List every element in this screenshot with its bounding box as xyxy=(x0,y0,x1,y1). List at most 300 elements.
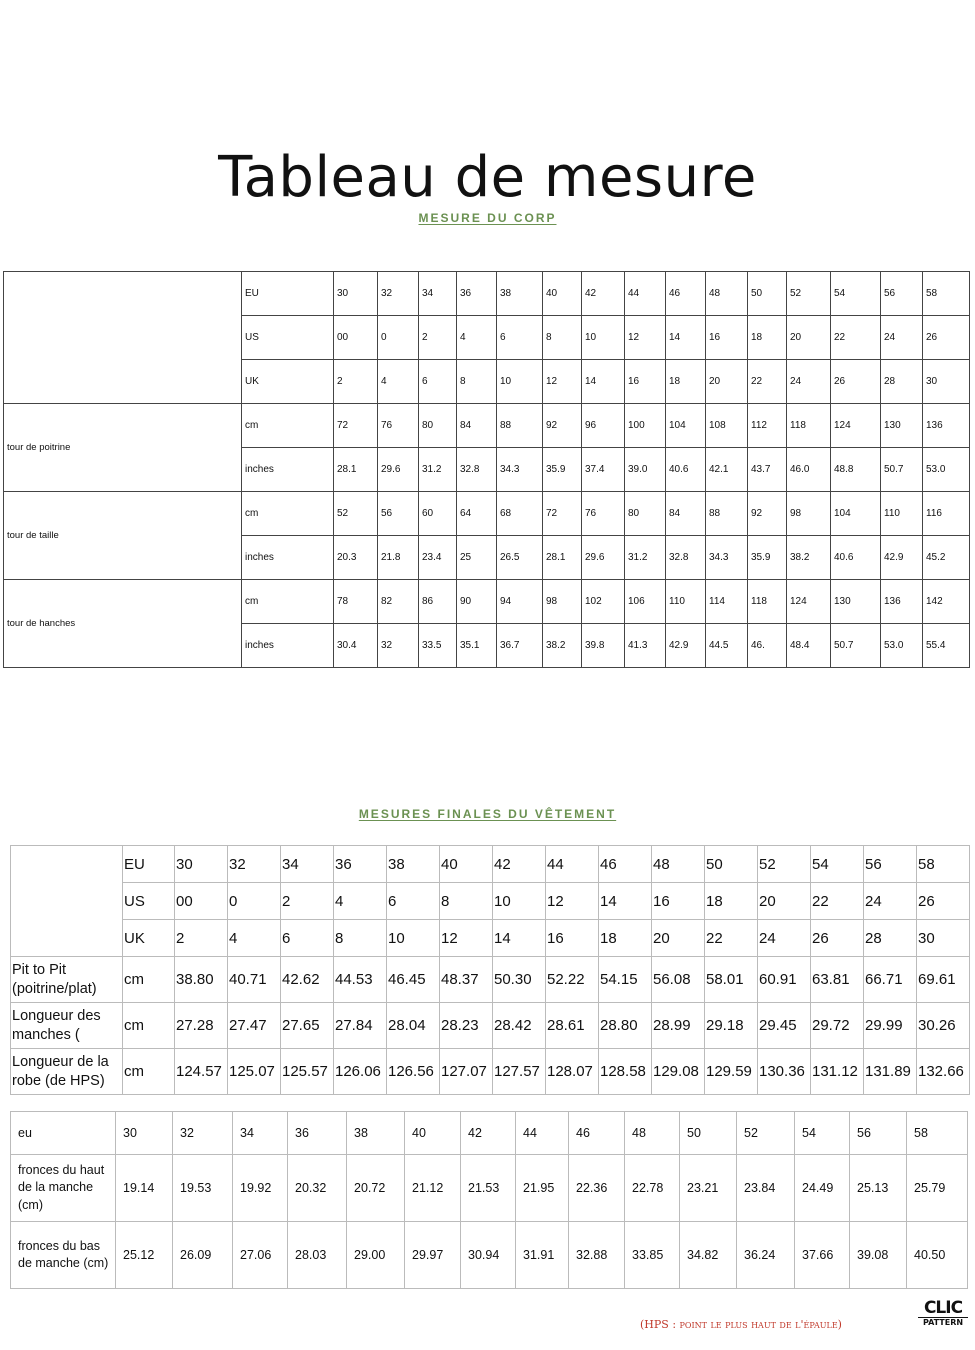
measure-value: 72 xyxy=(543,492,582,536)
size-value: 14 xyxy=(666,316,706,360)
measure-value: 28.1 xyxy=(543,536,582,580)
measure-value: 112 xyxy=(748,404,787,448)
measure-value: 23.21 xyxy=(680,1155,737,1222)
measure-value: 76 xyxy=(378,404,419,448)
measure-name: Longueur des manches ( xyxy=(11,1003,123,1049)
measure-value: 125.07 xyxy=(228,1049,281,1095)
size-value: 58 xyxy=(907,1112,968,1155)
measure-value: 68 xyxy=(497,492,543,536)
size-value: 32 xyxy=(228,846,281,883)
logo-line2: PATTERN xyxy=(918,1317,968,1327)
measure-value: 118 xyxy=(787,404,831,448)
size-value: 44 xyxy=(516,1112,569,1155)
measure-value: 36.24 xyxy=(737,1222,795,1289)
measure-value: 29.97 xyxy=(405,1222,461,1289)
measure-name: tour de poitrine xyxy=(4,404,242,492)
measure-value: 129.59 xyxy=(705,1049,758,1095)
size-row xyxy=(11,846,970,883)
measure-value: 84 xyxy=(666,492,706,536)
measure-value: 37.66 xyxy=(795,1222,850,1289)
size-value: 24 xyxy=(787,360,831,404)
size-row xyxy=(4,272,970,316)
measure-value: 46.45 xyxy=(387,957,440,1003)
size-value: 34 xyxy=(233,1112,288,1155)
size-value: 44 xyxy=(546,846,599,883)
size-value: 24 xyxy=(758,920,811,957)
measure-value: 35.9 xyxy=(748,536,787,580)
size-value: 52 xyxy=(758,846,811,883)
size-value: 22 xyxy=(705,920,758,957)
size-value: 2 xyxy=(419,316,457,360)
measure-name: fronces du haut de la manche (cm) xyxy=(11,1155,116,1222)
size-system-label: EU xyxy=(242,272,334,316)
measure-value: 32.8 xyxy=(457,448,497,492)
measure-value: 69.61 xyxy=(917,957,970,1003)
empty-corner-cell xyxy=(4,272,242,404)
size-value: 28 xyxy=(864,920,917,957)
measure-row xyxy=(4,580,970,624)
size-row xyxy=(11,1112,968,1155)
measure-value: 39.08 xyxy=(850,1222,907,1289)
size-value: 10 xyxy=(493,883,546,920)
measure-value: 19.53 xyxy=(173,1155,233,1222)
size-value: 36 xyxy=(334,846,387,883)
measure-value: 44.5 xyxy=(706,624,748,668)
measure-value: 34.3 xyxy=(706,536,748,580)
measure-value: 48.37 xyxy=(440,957,493,1003)
measure-value: 118 xyxy=(748,580,787,624)
logo-line1: CLIC xyxy=(923,1298,963,1318)
measure-value: 52.22 xyxy=(546,957,599,1003)
measure-value: 64 xyxy=(457,492,497,536)
size-value: 18 xyxy=(666,360,706,404)
size-value: 20 xyxy=(787,316,831,360)
size-system-label: US xyxy=(123,883,175,920)
measure-value: 114 xyxy=(706,580,748,624)
measure-value: 22.78 xyxy=(625,1155,680,1222)
size-value: 6 xyxy=(419,360,457,404)
measure-value: 29.72 xyxy=(811,1003,864,1049)
size-value: 50 xyxy=(680,1112,737,1155)
measure-value: 80 xyxy=(419,404,457,448)
size-value: 26 xyxy=(923,316,970,360)
size-value: 22 xyxy=(748,360,787,404)
measure-value: 124 xyxy=(831,404,881,448)
size-value: 38 xyxy=(497,272,543,316)
measure-value: 28.99 xyxy=(652,1003,705,1049)
size-value: 30 xyxy=(175,846,228,883)
size-value: 16 xyxy=(546,920,599,957)
size-value: 20 xyxy=(706,360,748,404)
measure-value: 22.36 xyxy=(569,1155,625,1222)
measure-value: 29.18 xyxy=(705,1003,758,1049)
measure-value: 130.36 xyxy=(758,1049,811,1095)
measure-value: 60.91 xyxy=(758,957,811,1003)
unit-label: cm xyxy=(123,1003,175,1049)
measure-value: 30.94 xyxy=(461,1222,516,1289)
size-value: 26 xyxy=(811,920,864,957)
measure-value: 98 xyxy=(787,492,831,536)
measure-value: 34.82 xyxy=(680,1222,737,1289)
measure-value: 124.57 xyxy=(175,1049,228,1095)
measure-row xyxy=(11,1003,970,1049)
size-value: 8 xyxy=(543,316,582,360)
unit-label: inches xyxy=(242,624,334,668)
unit-label: cm xyxy=(242,580,334,624)
unit-label: cm xyxy=(123,1049,175,1095)
size-value: 18 xyxy=(705,883,758,920)
measure-value: 50.30 xyxy=(493,957,546,1003)
empty-corner-cell xyxy=(11,846,123,957)
measure-value: 37.4 xyxy=(582,448,625,492)
measure-value: 102 xyxy=(582,580,625,624)
size-value: 48 xyxy=(625,1112,680,1155)
size-value: 8 xyxy=(334,920,387,957)
measure-value: 32 xyxy=(378,624,419,668)
measure-value: 60 xyxy=(419,492,457,536)
measure-value: 127.57 xyxy=(493,1049,546,1095)
measure-value: 42.62 xyxy=(281,957,334,1003)
measure-value: 28.80 xyxy=(599,1003,652,1049)
measure-value: 19.92 xyxy=(233,1155,288,1222)
size-value: 30 xyxy=(917,920,970,957)
body-measure-rows xyxy=(4,272,970,668)
size-system-label: eu xyxy=(11,1112,116,1155)
size-value: 6 xyxy=(387,883,440,920)
measure-value: 136 xyxy=(881,580,923,624)
size-value: 00 xyxy=(334,316,378,360)
measure-value: 27.06 xyxy=(233,1222,288,1289)
measure-value: 27.28 xyxy=(175,1003,228,1049)
measure-value: 130 xyxy=(831,580,881,624)
size-value: 12 xyxy=(625,316,666,360)
body-measure-table xyxy=(3,271,970,668)
page-title: Tableau de mesure xyxy=(218,145,757,210)
measure-value: 94 xyxy=(497,580,543,624)
measure-value: 21.53 xyxy=(461,1155,516,1222)
size-value: 56 xyxy=(881,272,923,316)
size-value: 12 xyxy=(440,920,493,957)
measure-value: 28.03 xyxy=(288,1222,347,1289)
size-value: 14 xyxy=(599,883,652,920)
measure-row xyxy=(11,957,970,1003)
garment-measure-heading: MESURES FINALES DU VÊTEMENT xyxy=(358,807,617,821)
measure-value: 31.2 xyxy=(419,448,457,492)
measure-value: 125.57 xyxy=(281,1049,334,1095)
measure-value: 21.12 xyxy=(405,1155,461,1222)
measure-value: 88 xyxy=(497,404,543,448)
measure-value: 28.42 xyxy=(493,1003,546,1049)
size-value: 50 xyxy=(705,846,758,883)
measure-value: 21.95 xyxy=(516,1155,569,1222)
unit-label: inches xyxy=(242,448,334,492)
measure-value: 44.53 xyxy=(334,957,387,1003)
measure-value: 126.56 xyxy=(387,1049,440,1095)
size-value: 4 xyxy=(457,316,497,360)
measure-value: 31.91 xyxy=(516,1222,569,1289)
size-value: 30 xyxy=(334,272,378,316)
size-value: 40 xyxy=(440,846,493,883)
size-value: 34 xyxy=(419,272,457,316)
measure-value: 66.71 xyxy=(864,957,917,1003)
size-value: 18 xyxy=(599,920,652,957)
size-value: 56 xyxy=(864,846,917,883)
size-value: 48 xyxy=(652,846,705,883)
size-value: 6 xyxy=(497,316,543,360)
size-value: 26 xyxy=(831,360,881,404)
size-value: 0 xyxy=(228,883,281,920)
size-value: 8 xyxy=(440,883,493,920)
size-value: 10 xyxy=(497,360,543,404)
measure-row xyxy=(11,1155,968,1222)
unit-label: cm xyxy=(242,492,334,536)
measure-value: 26.5 xyxy=(497,536,543,580)
measure-value: 31.2 xyxy=(625,536,666,580)
size-value: 36 xyxy=(288,1112,347,1155)
measure-row xyxy=(4,404,970,448)
measure-value: 42.9 xyxy=(881,536,923,580)
measure-value: 127.07 xyxy=(440,1049,493,1095)
measure-value: 80 xyxy=(625,492,666,536)
size-value: 54 xyxy=(831,272,881,316)
measure-value: 116 xyxy=(923,492,970,536)
measure-value: 40.71 xyxy=(228,957,281,1003)
measure-value: 23.84 xyxy=(737,1155,795,1222)
size-value: 46 xyxy=(599,846,652,883)
garment-measure-table xyxy=(10,845,970,1095)
measure-value: 30.26 xyxy=(917,1003,970,1049)
size-value: 4 xyxy=(378,360,419,404)
size-value: 8 xyxy=(457,360,497,404)
size-value: 6 xyxy=(281,920,334,957)
measure-value: 56 xyxy=(378,492,419,536)
size-value: 56 xyxy=(850,1112,907,1155)
size-value: 18 xyxy=(748,316,787,360)
measure-value: 52 xyxy=(334,492,378,536)
measure-value: 76 xyxy=(582,492,625,536)
measure-value: 63.81 xyxy=(811,957,864,1003)
size-value: 0 xyxy=(378,316,419,360)
measure-row xyxy=(4,492,970,536)
measure-value: 55.4 xyxy=(923,624,970,668)
measure-value: 42.9 xyxy=(666,624,706,668)
size-value: 12 xyxy=(543,360,582,404)
size-system-label: US xyxy=(242,316,334,360)
measure-value: 38.2 xyxy=(543,624,582,668)
measure-value: 34.3 xyxy=(497,448,543,492)
size-value: 2 xyxy=(334,360,378,404)
measure-value: 124 xyxy=(787,580,831,624)
size-value: 38 xyxy=(347,1112,405,1155)
clic-pattern-logo xyxy=(918,1300,968,1327)
measure-value: 104 xyxy=(666,404,706,448)
size-value: 16 xyxy=(706,316,748,360)
size-value: 50 xyxy=(748,272,787,316)
unit-label: inches xyxy=(242,536,334,580)
measure-value: 41.3 xyxy=(625,624,666,668)
measure-value: 106 xyxy=(625,580,666,624)
measure-value: 40.6 xyxy=(831,536,881,580)
measure-value: 54.15 xyxy=(599,957,652,1003)
unit-label: cm xyxy=(123,957,175,1003)
measure-value: 29.6 xyxy=(378,448,419,492)
size-value: 28 xyxy=(881,360,923,404)
size-value: 46 xyxy=(569,1112,625,1155)
measure-name: tour de taille xyxy=(4,492,242,580)
size-value: 40 xyxy=(405,1112,461,1155)
measure-value: 27.65 xyxy=(281,1003,334,1049)
measure-value: 131.12 xyxy=(811,1049,864,1095)
measure-value: 38.2 xyxy=(787,536,831,580)
measure-value: 58.01 xyxy=(705,957,758,1003)
measure-value: 33.5 xyxy=(419,624,457,668)
body-measure-heading: MESURE DU CORP xyxy=(418,211,557,225)
measure-value: 38.80 xyxy=(175,957,228,1003)
measure-value: 82 xyxy=(378,580,419,624)
measure-value: 26.09 xyxy=(173,1222,233,1289)
size-value: 14 xyxy=(582,360,625,404)
measure-value: 131.89 xyxy=(864,1049,917,1095)
measure-value: 28.23 xyxy=(440,1003,493,1049)
measure-value: 88 xyxy=(706,492,748,536)
size-value: 14 xyxy=(493,920,546,957)
measure-value: 53.0 xyxy=(923,448,970,492)
size-value: 34 xyxy=(281,846,334,883)
size-value: 2 xyxy=(175,920,228,957)
size-value: 54 xyxy=(795,1112,850,1155)
size-value: 30 xyxy=(923,360,970,404)
measure-value: 20.72 xyxy=(347,1155,405,1222)
measure-value: 29.00 xyxy=(347,1222,405,1289)
measure-value: 108 xyxy=(706,404,748,448)
size-value: 22 xyxy=(831,316,881,360)
size-value: 12 xyxy=(546,883,599,920)
size-row xyxy=(11,883,970,920)
measure-value: 72 xyxy=(334,404,378,448)
sleeve-gather-table xyxy=(10,1111,968,1289)
measure-value: 35.1 xyxy=(457,624,497,668)
size-system-label: UK xyxy=(242,360,334,404)
measure-value: 126.06 xyxy=(334,1049,387,1095)
measure-value: 21.8 xyxy=(378,536,419,580)
measure-value: 35.9 xyxy=(543,448,582,492)
measure-name: Longueur de la robe (de HPS) xyxy=(11,1049,123,1095)
measure-value: 42.1 xyxy=(706,448,748,492)
measure-value: 98 xyxy=(543,580,582,624)
measure-value: 25.79 xyxy=(907,1155,968,1222)
measure-name: fronces du bas de manche (cm) xyxy=(11,1222,116,1289)
size-value: 10 xyxy=(387,920,440,957)
size-value: 16 xyxy=(625,360,666,404)
size-value: 22 xyxy=(811,883,864,920)
measure-value: 27.47 xyxy=(228,1003,281,1049)
measure-value: 25.13 xyxy=(850,1155,907,1222)
measure-name: Pit to Pit (poitrine/plat) xyxy=(11,957,123,1003)
size-value: 42 xyxy=(582,272,625,316)
size-value: 42 xyxy=(493,846,546,883)
size-value: 26 xyxy=(917,883,970,920)
measure-value: 128.07 xyxy=(546,1049,599,1095)
measure-value: 29.6 xyxy=(582,536,625,580)
measure-value: 39.8 xyxy=(582,624,625,668)
measure-value: 28.04 xyxy=(387,1003,440,1049)
size-value: 38 xyxy=(387,846,440,883)
size-value: 52 xyxy=(737,1112,795,1155)
size-value: 32 xyxy=(173,1112,233,1155)
measure-value: 84 xyxy=(457,404,497,448)
measure-value: 33.85 xyxy=(625,1222,680,1289)
measure-value: 50.7 xyxy=(881,448,923,492)
measure-value: 53.0 xyxy=(881,624,923,668)
measure-value: 56.08 xyxy=(652,957,705,1003)
measure-row xyxy=(11,1049,970,1095)
measure-value: 24.49 xyxy=(795,1155,850,1222)
measure-value: 110 xyxy=(881,492,923,536)
measure-value: 142 xyxy=(923,580,970,624)
size-value: 20 xyxy=(758,883,811,920)
measure-value: 29.99 xyxy=(864,1003,917,1049)
size-value: 42 xyxy=(461,1112,516,1155)
measure-value: 28.1 xyxy=(334,448,378,492)
size-value: 24 xyxy=(864,883,917,920)
measure-value: 29.45 xyxy=(758,1003,811,1049)
hps-footnote: (HPS : point le plus haut de l'épaule) xyxy=(640,1318,842,1331)
size-value: 32 xyxy=(378,272,419,316)
measure-value: 23.4 xyxy=(419,536,457,580)
measure-value: 40.50 xyxy=(907,1222,968,1289)
measure-value: 40.6 xyxy=(666,448,706,492)
measure-value: 32.88 xyxy=(569,1222,625,1289)
size-value: 4 xyxy=(334,883,387,920)
size-value: 30 xyxy=(116,1112,173,1155)
measure-value: 92 xyxy=(543,404,582,448)
measure-row xyxy=(11,1222,968,1289)
measure-value: 100 xyxy=(625,404,666,448)
measure-value: 92 xyxy=(748,492,787,536)
measure-value: 110 xyxy=(666,580,706,624)
size-row xyxy=(11,920,970,957)
measure-value: 48.4 xyxy=(787,624,831,668)
measure-value: 39.0 xyxy=(625,448,666,492)
measure-value: 20.32 xyxy=(288,1155,347,1222)
size-value: 36 xyxy=(457,272,497,316)
size-value: 40 xyxy=(543,272,582,316)
measure-value: 50.7 xyxy=(831,624,881,668)
measure-value: 36.7 xyxy=(497,624,543,668)
size-value: 16 xyxy=(652,883,705,920)
measure-value: 90 xyxy=(457,580,497,624)
size-value: 46 xyxy=(666,272,706,316)
size-value: 10 xyxy=(582,316,625,360)
measure-value: 129.08 xyxy=(652,1049,705,1095)
measure-value: 19.14 xyxy=(116,1155,173,1222)
unit-label: cm xyxy=(242,404,334,448)
measure-value: 130 xyxy=(881,404,923,448)
size-value: 58 xyxy=(923,272,970,316)
measure-value: 78 xyxy=(334,580,378,624)
size-system-label: EU xyxy=(123,846,175,883)
measure-value: 132.66 xyxy=(917,1049,970,1095)
measure-value: 104 xyxy=(831,492,881,536)
size-value: 54 xyxy=(811,846,864,883)
measure-value: 45.2 xyxy=(923,536,970,580)
measure-value: 30.4 xyxy=(334,624,378,668)
measure-value: 28.61 xyxy=(546,1003,599,1049)
measure-value: 46.0 xyxy=(787,448,831,492)
measure-name: tour de hanches xyxy=(4,580,242,668)
size-value: 48 xyxy=(706,272,748,316)
garment-measure-rows xyxy=(11,846,970,1095)
